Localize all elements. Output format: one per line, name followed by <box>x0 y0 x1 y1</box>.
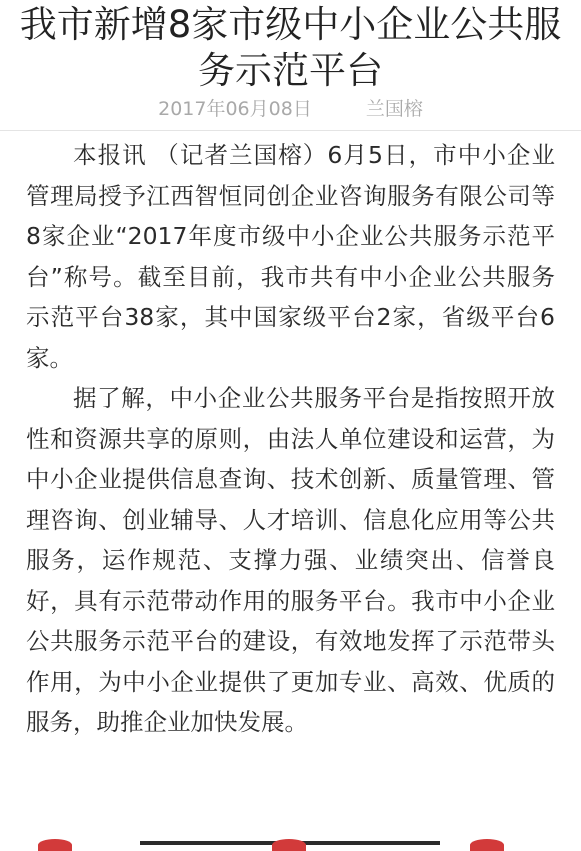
bottom-button-edge[interactable] <box>470 839 504 851</box>
bottom-button-edge[interactable] <box>272 839 306 851</box>
article-body[interactable] <box>0 135 581 743</box>
bottom-toolbar-edge <box>0 839 581 845</box>
header-divider <box>0 130 581 131</box>
article-title: 我市新增8家市级中小企业公共服务示范平台 <box>19 3 562 92</box>
article-date: 2017年06月08日 <box>158 98 312 120</box>
bottom-button-edge[interactable] <box>38 839 72 851</box>
article-paragraph: 据了解，中小企业公共服务平台是指按照开放性和资源共享的原则，由法人单位建设和运营，为中小企业提供信息查询、技术创新、质量管理、管理咨询、创业辅导、人才培训、信息化应用等公共服务，运作规范、支撑力强、业绩突出、信誉良好，具有示范带动作用的服务平台。我市中小企业公共服务示范平台的建设，有效地发挥了示范带头作用，为中小企业提供了更加专业、高效、优质的服务，助推企业加快发展。 <box>26 384 555 736</box>
article-meta <box>0 96 581 122</box>
article-author: 兰国榕 <box>365 98 423 120</box>
article-paragraph: 本报讯 （记者兰国榕）6月5日，市中小企业管理局授予江西智恒同创企业咨询服务有限公司等8家企业“2017年度市级中小企业公共服务示范平台”称号。截至目前，我市共有中小企业公共服务示范平台38家，其中国家级平台2家，省级平台6家。 <box>26 141 555 372</box>
article-header <box>0 0 581 131</box>
